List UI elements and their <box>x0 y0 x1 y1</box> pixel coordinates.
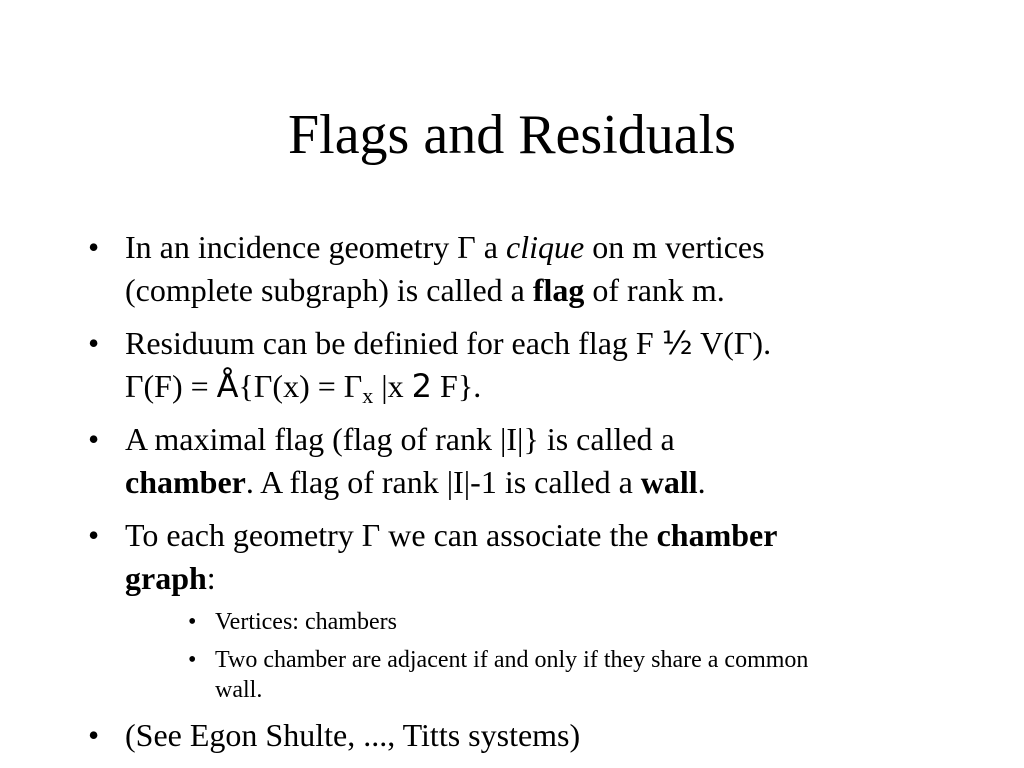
bullet-marker: • <box>188 609 197 635</box>
bullet-text <box>125 418 945 504</box>
emphasis-clique: clique <box>506 229 585 265</box>
bullet-text <box>125 226 945 312</box>
text-run: To each geometry Γ we can associate the <box>125 517 657 553</box>
text-run: (complete subgraph) is called a <box>125 272 533 308</box>
text-run: V(Γ). <box>692 325 772 361</box>
bold-term-graph: graph <box>125 560 207 596</box>
text-run: on m vertices <box>584 229 765 265</box>
bold-term-chamber: chamber <box>125 464 246 500</box>
symbol-glyph: Å <box>216 367 239 405</box>
bullet-line: Two chamber are adjacent if and only if they share a common <box>215 647 809 673</box>
bullet-line <box>125 269 945 312</box>
bullet-line <box>125 514 945 557</box>
symbol-glyph: ½ <box>661 324 693 362</box>
sub-bullet-text <box>215 645 925 705</box>
bullet-text: (See Egon Shulte, ..., Titts systems) <box>125 717 581 753</box>
bullet-line <box>125 557 945 600</box>
text-run: {Γ(x) = Γ <box>238 368 363 404</box>
bullet-marker: • <box>88 229 100 265</box>
bullet-line: wall. <box>215 677 263 703</box>
bullet-marker: • <box>88 421 100 457</box>
bullet-line <box>125 226 945 269</box>
slide-title: Flags and Residuals <box>288 104 736 166</box>
bullet-text <box>125 514 945 600</box>
bold-term-chamber: chamber <box>656 517 778 553</box>
text-run: . A flag of rank |I|-1 is called a <box>245 464 641 500</box>
bullet-line <box>125 322 945 365</box>
text-run: A maximal flag (flag of rank |I|} is called a <box>125 421 675 457</box>
text-run: : <box>206 560 216 596</box>
text-run: In an incidence geometry Γ a <box>125 229 506 265</box>
subscript-x: x <box>362 383 374 408</box>
bullet-line <box>125 365 945 417</box>
text-run: of rank m. <box>584 272 725 308</box>
bullet-line <box>125 461 945 504</box>
bold-term-flag: flag <box>532 272 585 308</box>
bullet-marker: • <box>88 717 100 753</box>
symbol-glyph: 2 <box>411 367 433 405</box>
bullet-marker: • <box>88 517 100 553</box>
bullet-text <box>125 322 945 417</box>
text-run: F}. <box>432 368 482 404</box>
sub-bullet-text: Vertices: chambers <box>215 609 397 635</box>
bold-term-wall: wall <box>640 464 698 500</box>
text-run: Γ(F) = <box>125 368 217 404</box>
bullet-marker: • <box>88 325 100 361</box>
text-run: Residuum can be definied for each flag F <box>125 325 662 361</box>
bullet-marker: • <box>188 647 197 673</box>
text-run: |x <box>373 368 412 404</box>
text-run: . <box>697 464 706 500</box>
bullet-line <box>125 418 945 461</box>
